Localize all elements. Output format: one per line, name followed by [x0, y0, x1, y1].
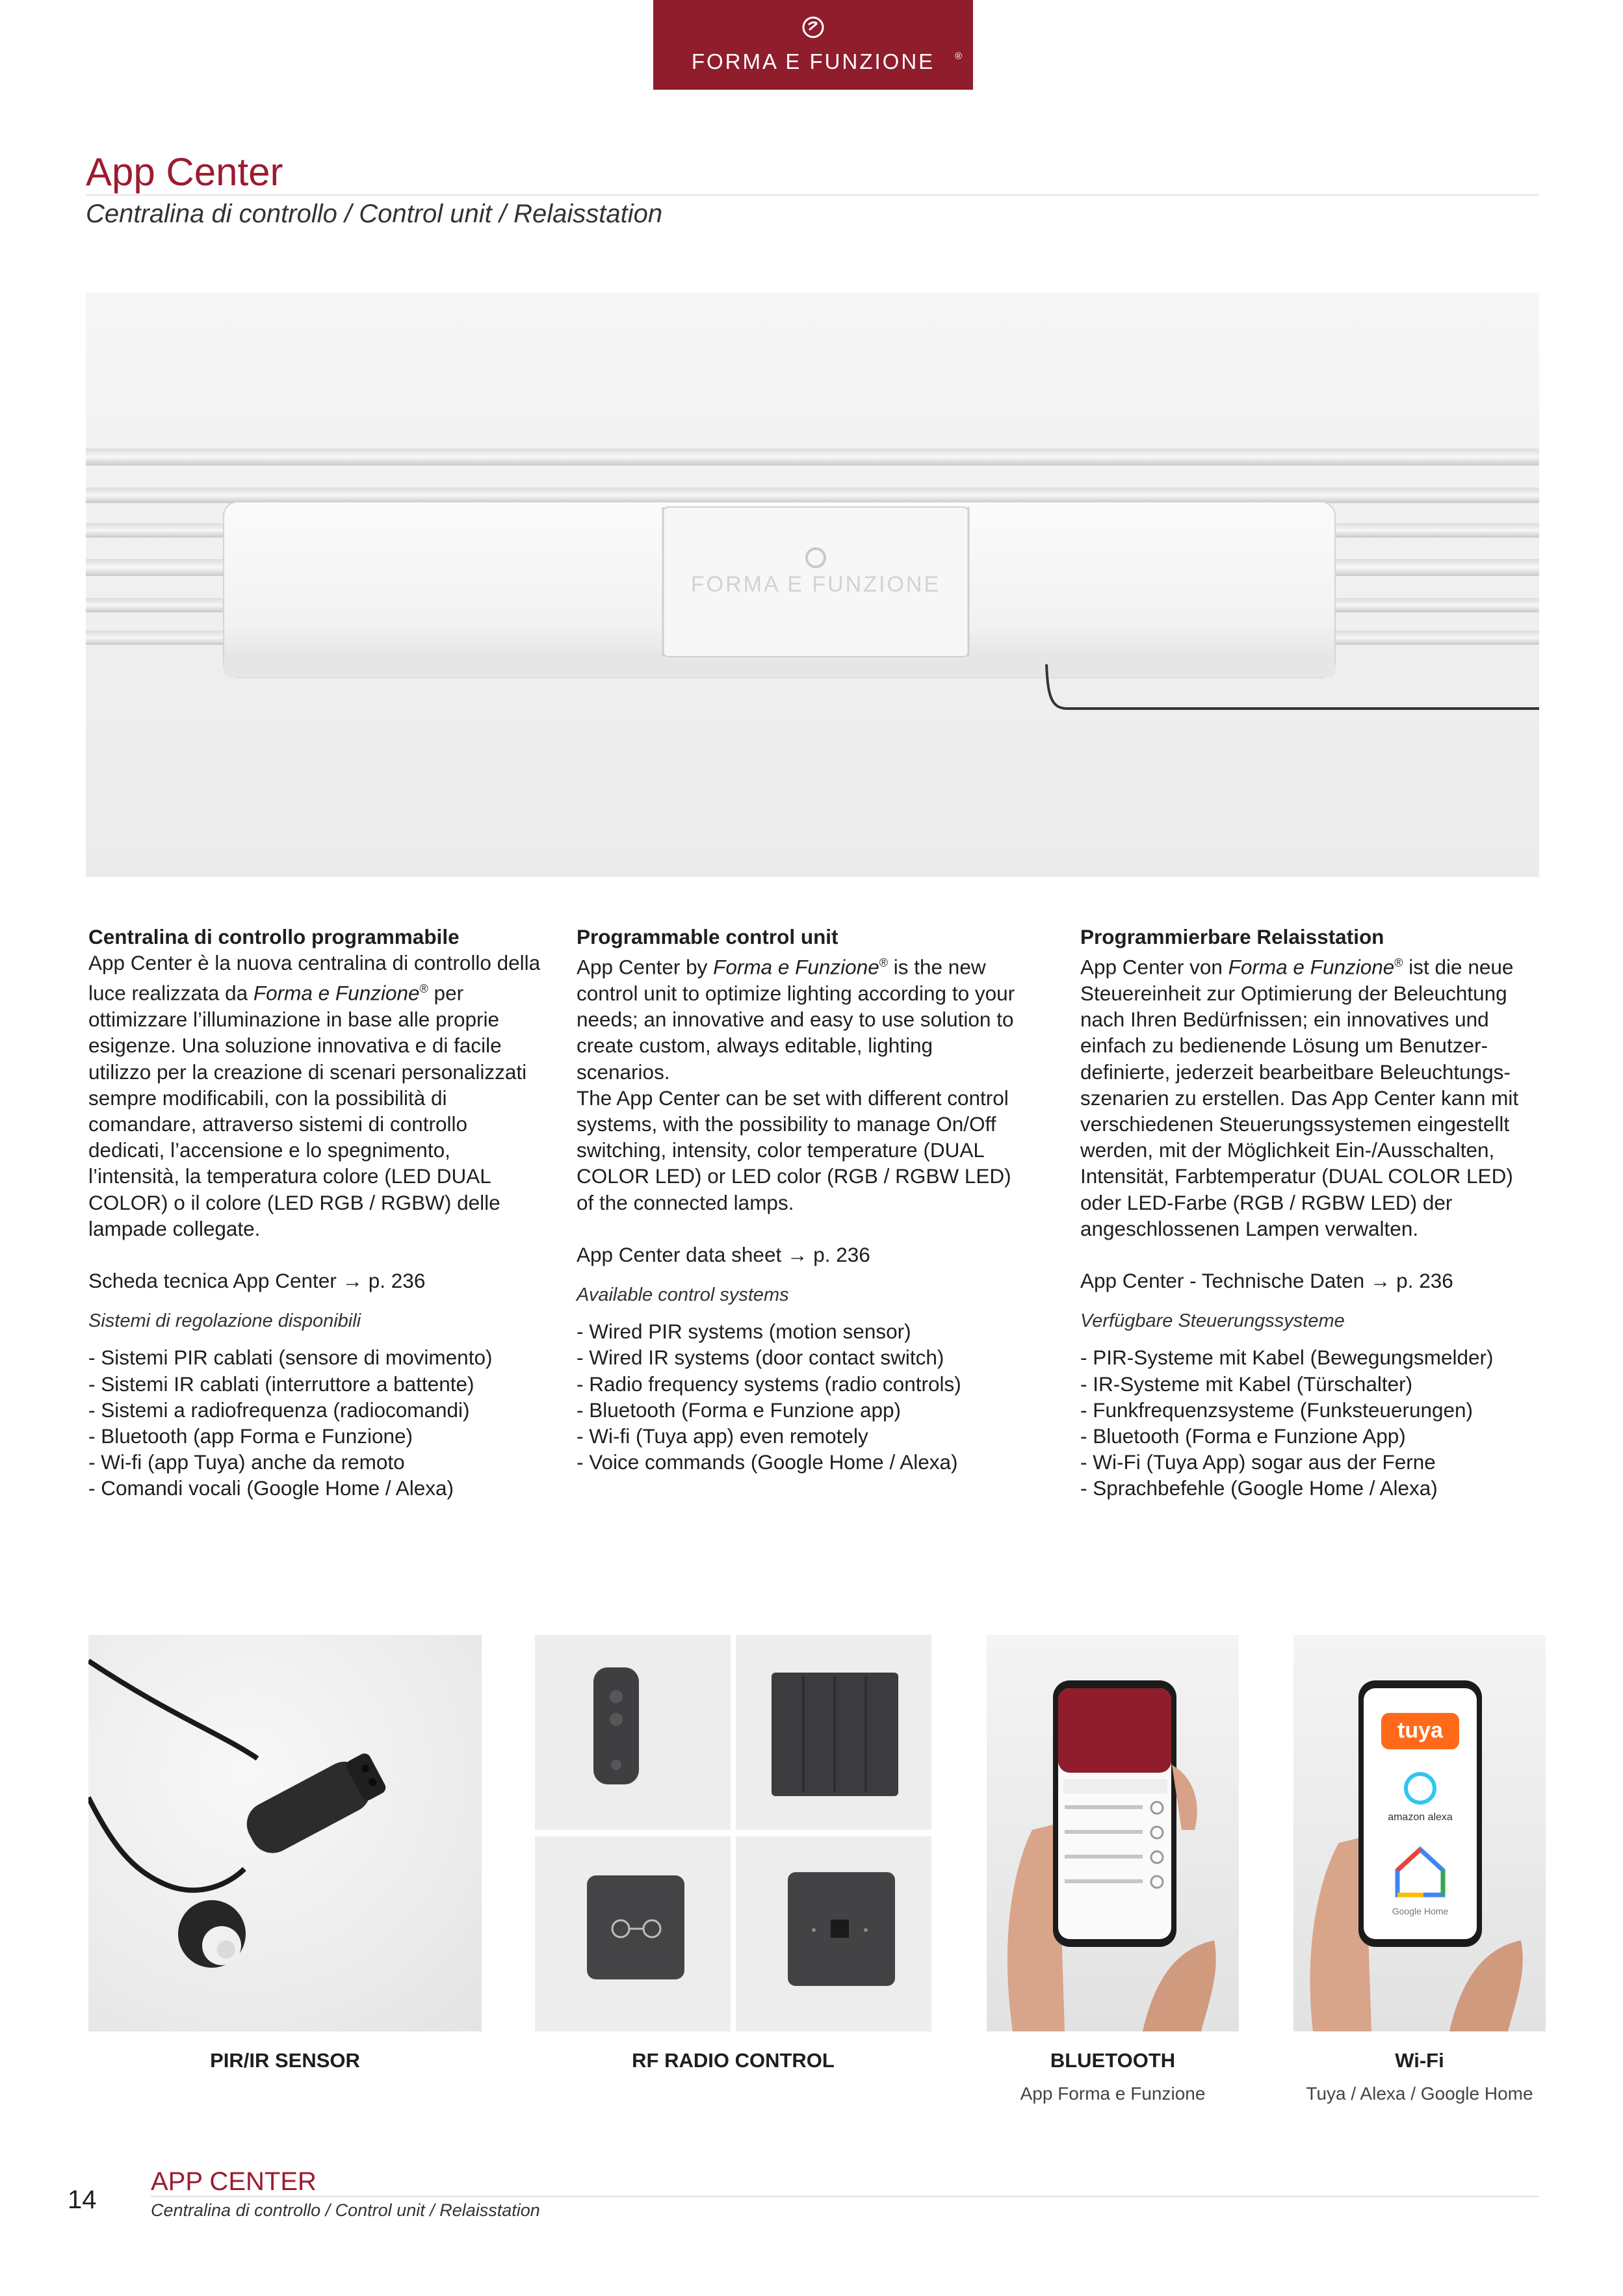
datasheet-link[interactable]: App Center data sheet → p. 236 — [577, 1242, 870, 1266]
wall-switch-photo — [736, 1635, 931, 1830]
list-item: - IR-Systeme mit Kabel (Türschalter) — [1080, 1372, 1413, 1396]
systems-label: Available control systems — [577, 1284, 789, 1305]
pir-sensor-illustration — [88, 1635, 482, 2031]
switch-plate-photo — [736, 1836, 931, 2031]
systems-list — [88, 1344, 543, 1501]
bluetooth-phone-photo — [987, 1635, 1239, 2031]
list-item: - Sistemi PIR cablati (sensore di movimento) — [88, 1346, 493, 1370]
list-item: - Wi-fi (app Tuya) anche da remoto — [88, 1450, 405, 1474]
column-german — [1080, 924, 1535, 1502]
page-title: App Center — [86, 150, 283, 194]
google-home-logo: Google Home — [1392, 1906, 1449, 1916]
subcaption-wifi: Tuya / Alexa / Google Home — [1306, 2083, 1533, 2104]
list-item: - Voice commands (Google Home / Alexa) — [577, 1450, 958, 1474]
systems-label: Sistemi di regolazione disponibili — [88, 1311, 361, 1332]
column-body: App Center è la nuova centralina di controllo della luce realizzata da Forma e Funzione® per ottimizzare l’illuminazione in base alle proprie esigenze. Una soluzione innovativa e di facile utilizzo per la creazione di scenari personalizzati sempre modificabili, con la possibilità di comandare, attraverso sistemi di controllo dedicati, l’accensione e lo spegnimento, l’intensità, la temperatura colore (LED DUAL COLOR) o il colore (LED RGB / RGBW) delle lampade collegate. — [88, 951, 541, 1240]
smart-home-phone-illustration — [1293, 1635, 1546, 2031]
remote-control-icon — [535, 1635, 731, 1830]
footer-subtitle: Centralina di controllo / Control unit / Relaisstation — [151, 2200, 540, 2220]
touch-panel-icon — [535, 1836, 731, 2031]
column-heading: Programmable control unit — [577, 925, 838, 948]
alexa-logo: amazon alexa — [1388, 1812, 1453, 1823]
phone-app-illustration — [987, 1635, 1239, 2031]
list-item: - Wired PIR systems (motion sensor) — [577, 1320, 911, 1344]
list-item: - Funkfrequenzsysteme (Funksteuerungen) — [1080, 1398, 1474, 1422]
list-item: - Wi-Fi (Tuya App) sogar aus der Ferne — [1080, 1450, 1436, 1474]
datasheet-link[interactable]: Scheda tecnica App Center → p. 236 — [88, 1268, 426, 1292]
pir-sensor-photo — [88, 1635, 482, 2031]
list-item: - Comandi vocali (Google Home / Alexa) — [88, 1476, 454, 1500]
hero-product-photo — [86, 293, 1539, 877]
column-body-2: The App Center can be set with different control systems, with the possibility to manage On/Off switching, intensity, color temperature (DUAL COLOR LED) or LED color (RGB / RGBW LED) of the connected lamps. — [577, 1086, 1011, 1214]
column-heading: Programmierbare Relaisstation — [1080, 925, 1384, 948]
footer-title: APP CENTER — [151, 2167, 317, 2196]
column-italian — [88, 924, 543, 1502]
four-gang-switch-icon — [736, 1635, 931, 1830]
switch-plate-icon — [736, 1836, 931, 2031]
caption-wifi: Wi-Fi — [1395, 2049, 1444, 2072]
page-number: 14 — [68, 2185, 97, 2214]
list-item: - Radio frequency systems (radio controls) — [577, 1372, 961, 1396]
brand-logo — [653, 0, 973, 90]
list-item: - Bluetooth (app Forma e Funzione) — [88, 1424, 413, 1448]
datasheet-link[interactable]: App Center - Technische Daten → p. 236 — [1080, 1268, 1453, 1292]
list-item: - PIR-Systeme mit Kabel (Bewegungsmelder) — [1080, 1346, 1494, 1370]
page-subtitle: Centralina di controllo / Control unit / Relaisstation — [86, 200, 663, 228]
control-unit-illustration — [86, 293, 1539, 877]
list-item: - Sprachbefehle (Google Home / Alexa) — [1080, 1476, 1438, 1500]
list-item: - Wired IR systems (door contact switch) — [577, 1346, 944, 1370]
list-item: - Sistemi IR cablati (interruttore a battente) — [88, 1372, 474, 1396]
list-item: - Sistemi a radiofrequenza (radiocomandi) — [88, 1398, 470, 1422]
brand-registered: ® — [955, 51, 963, 62]
systems-list — [1080, 1344, 1535, 1501]
wifi-phone-photo — [1293, 1635, 1546, 2031]
title-divider — [86, 194, 1539, 196]
footer-divider — [151, 2196, 1539, 2197]
systems-list — [577, 1318, 1032, 1475]
brand-name: FORMA E FUNZIONE — [691, 49, 935, 73]
caption-pir-sensor: PIR/IR SENSOR — [210, 2049, 360, 2072]
column-body: App Center by Forma e Funzione® is the new control unit to optimize lighting according to your needs; an innovative and easy to use solution to create custom, always editable, lighting scenarios. — [577, 955, 1015, 1084]
radio-remote-photo — [535, 1635, 731, 1830]
tuya-logo: tuya — [1397, 1718, 1443, 1743]
list-item: - Bluetooth (Forma e Funzione App) — [1080, 1424, 1406, 1448]
column-english — [577, 924, 1032, 1475]
touch-panel-photo — [535, 1836, 731, 2031]
list-item: - Bluetooth (Forma e Funzione app) — [577, 1398, 902, 1422]
device-logo-text: FORMA E FUNZIONE — [690, 572, 941, 597]
column-body: App Center von Forma e Funzione® ist die neue Steuereinheit zur Optimierung der Beleuchtung nach Ihren Bedürfnissen; ein innovatives und einfach zu bedienende Lösung um Benutzer-definierte, jederzeit bearbeitbare Beleuchtungs-szenarien zu erstellen. Das App Center kann mit verschiedenen Steuerungssystemen eingestellt werden, mit der Möglichkeit Ein-/Ausschalten, Intensität, Farbtemperatur (DUAL COLOR LED) oder LED-Farbe (RGB / RGBW LED) der angeschlossenen Lampen verwalten. — [1080, 955, 1519, 1240]
column-heading: Centralina di controllo programmabile — [88, 925, 460, 948]
subcaption-bluetooth: App Forma e Funzione — [1020, 2083, 1206, 2104]
systems-label: Verfügbare Steuerungssysteme — [1080, 1311, 1345, 1332]
brand-mark-icon — [801, 16, 825, 39]
list-item: - Wi-fi (Tuya app) even remotely — [577, 1424, 868, 1448]
caption-bluetooth: BLUETOOTH — [1050, 2049, 1176, 2072]
caption-rf-radio: RF RADIO CONTROL — [632, 2049, 835, 2072]
